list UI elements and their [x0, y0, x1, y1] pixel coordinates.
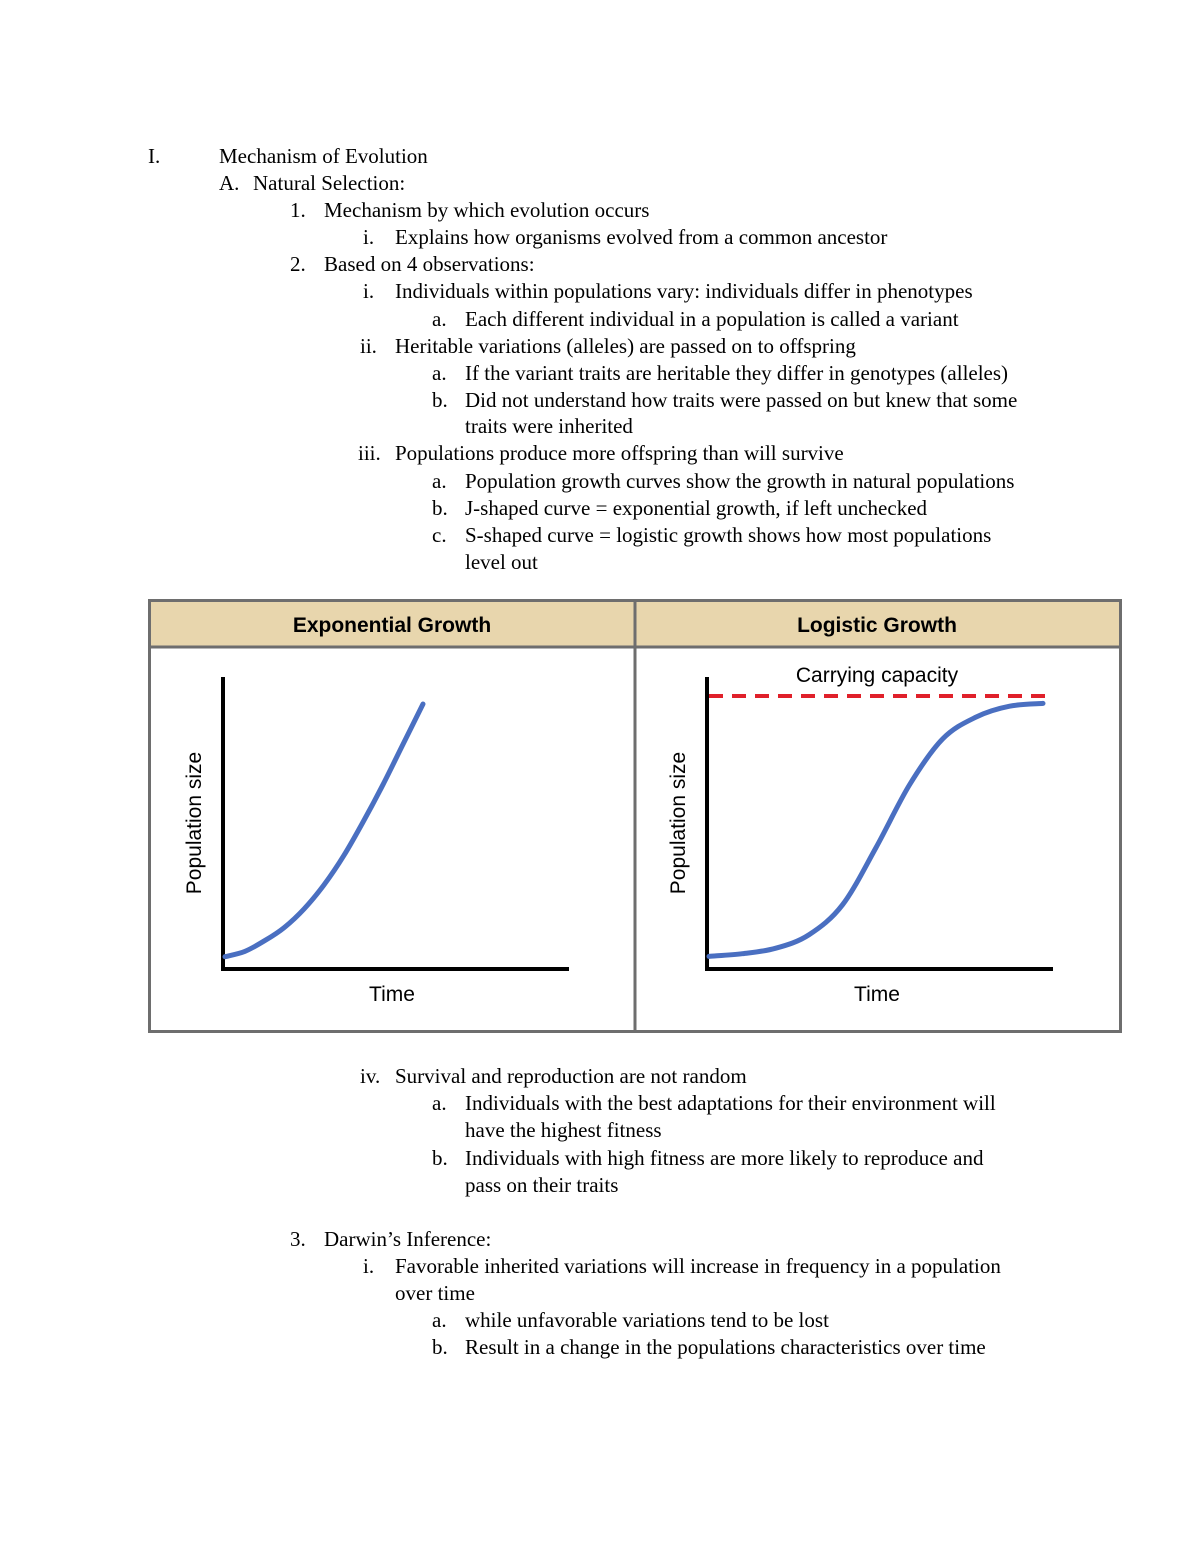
- outline-marker: 1.: [290, 198, 306, 222]
- outline-item: Explains how organisms evolved from a common ancestor: [395, 225, 888, 249]
- subsection-heading: Natural Selection:: [253, 171, 406, 195]
- outline-marker: b.: [432, 1335, 448, 1359]
- outline-item: Based on 4 observations:: [324, 252, 535, 276]
- outline-marker: ii.: [360, 334, 377, 358]
- outline-item: Individuals with the best adaptations for their environment will: [465, 1091, 996, 1115]
- outline-item-continuation: traits were inherited: [465, 414, 633, 438]
- outline-marker: 3.: [290, 1227, 306, 1251]
- outline-item-continuation: have the highest fitness: [465, 1118, 662, 1142]
- outline-marker: 2.: [290, 252, 306, 276]
- outline-marker: i.: [363, 279, 375, 303]
- carrying-capacity-label: Carrying capacity: [795, 664, 959, 687]
- outline-marker: b.: [432, 388, 448, 412]
- outline-marker: a.: [432, 469, 447, 493]
- outline-marker: a.: [432, 361, 447, 385]
- outline-item-continuation: level out: [465, 550, 538, 574]
- growth-curves-svg: [148, 599, 1122, 1033]
- outline-marker: i.: [363, 1254, 375, 1278]
- outline-item: Survival and reproduction are not random: [395, 1064, 747, 1088]
- outline-marker: b.: [432, 1146, 448, 1170]
- outline-marker: a.: [432, 1091, 447, 1115]
- outline-item: If the variant traits are heritable they differ in genotypes (alleles): [465, 361, 1009, 385]
- outline-marker: iii.: [358, 441, 381, 465]
- outline-marker: a.: [432, 1308, 447, 1332]
- outline-item: while unfavorable variations tend to be lost: [465, 1308, 829, 1332]
- outline-item-continuation: over time: [395, 1281, 475, 1305]
- outline-marker: A.: [219, 171, 240, 195]
- y-axis-label: Population size: [667, 751, 690, 895]
- outline-marker: a.: [432, 307, 447, 331]
- outline-item: Individuals with high fitness are more likely to reproduce and: [465, 1146, 984, 1170]
- outline-item: Individuals within populations vary: individuals differ in phenotypes: [395, 279, 973, 303]
- outline-marker: i.: [363, 225, 375, 249]
- x-axis-label: Time: [854, 983, 900, 1006]
- y-axis-label: Population size: [183, 751, 206, 895]
- outline-item: Favorable inherited variations will increase in frequency in a population: [395, 1254, 1001, 1278]
- chart-title: Logistic Growth: [797, 614, 957, 637]
- outline-item: Population growth curves show the growth in natural populations: [465, 469, 1015, 493]
- growth-curves-figure: [148, 599, 1122, 1033]
- outline-item: Darwin’s Inference:: [324, 1227, 492, 1251]
- outline-marker: c.: [432, 523, 447, 547]
- logistic-growth-curve: [709, 703, 1043, 956]
- outline-marker: b.: [432, 496, 448, 520]
- section-heading: Mechanism of Evolution: [219, 144, 428, 168]
- outline-item: Did not understand how traits were passed on but knew that some: [465, 388, 1018, 412]
- outline-item: S-shaped curve = logistic growth shows how most populations: [465, 523, 992, 547]
- outline-item: Heritable variations (alleles) are passed on to offspring: [395, 334, 856, 358]
- outline-item: J-shaped curve = exponential growth, if left unchecked: [465, 496, 928, 520]
- outline-item-continuation: pass on their traits: [465, 1173, 619, 1197]
- outline-item: Result in a change in the populations characteristics over time: [465, 1335, 986, 1359]
- outline-item: Populations produce more offspring than will survive: [395, 441, 844, 465]
- outline-marker: iv.: [360, 1064, 381, 1088]
- chart-title: Exponential Growth: [292, 614, 492, 637]
- outline-item: Mechanism by which evolution occurs: [324, 198, 650, 222]
- outline-marker: I.: [148, 144, 161, 168]
- exponential-growth-curve: [225, 704, 423, 957]
- x-axis-label: Time: [369, 983, 415, 1006]
- outline-item: Each different individual in a population is called a variant: [465, 307, 959, 331]
